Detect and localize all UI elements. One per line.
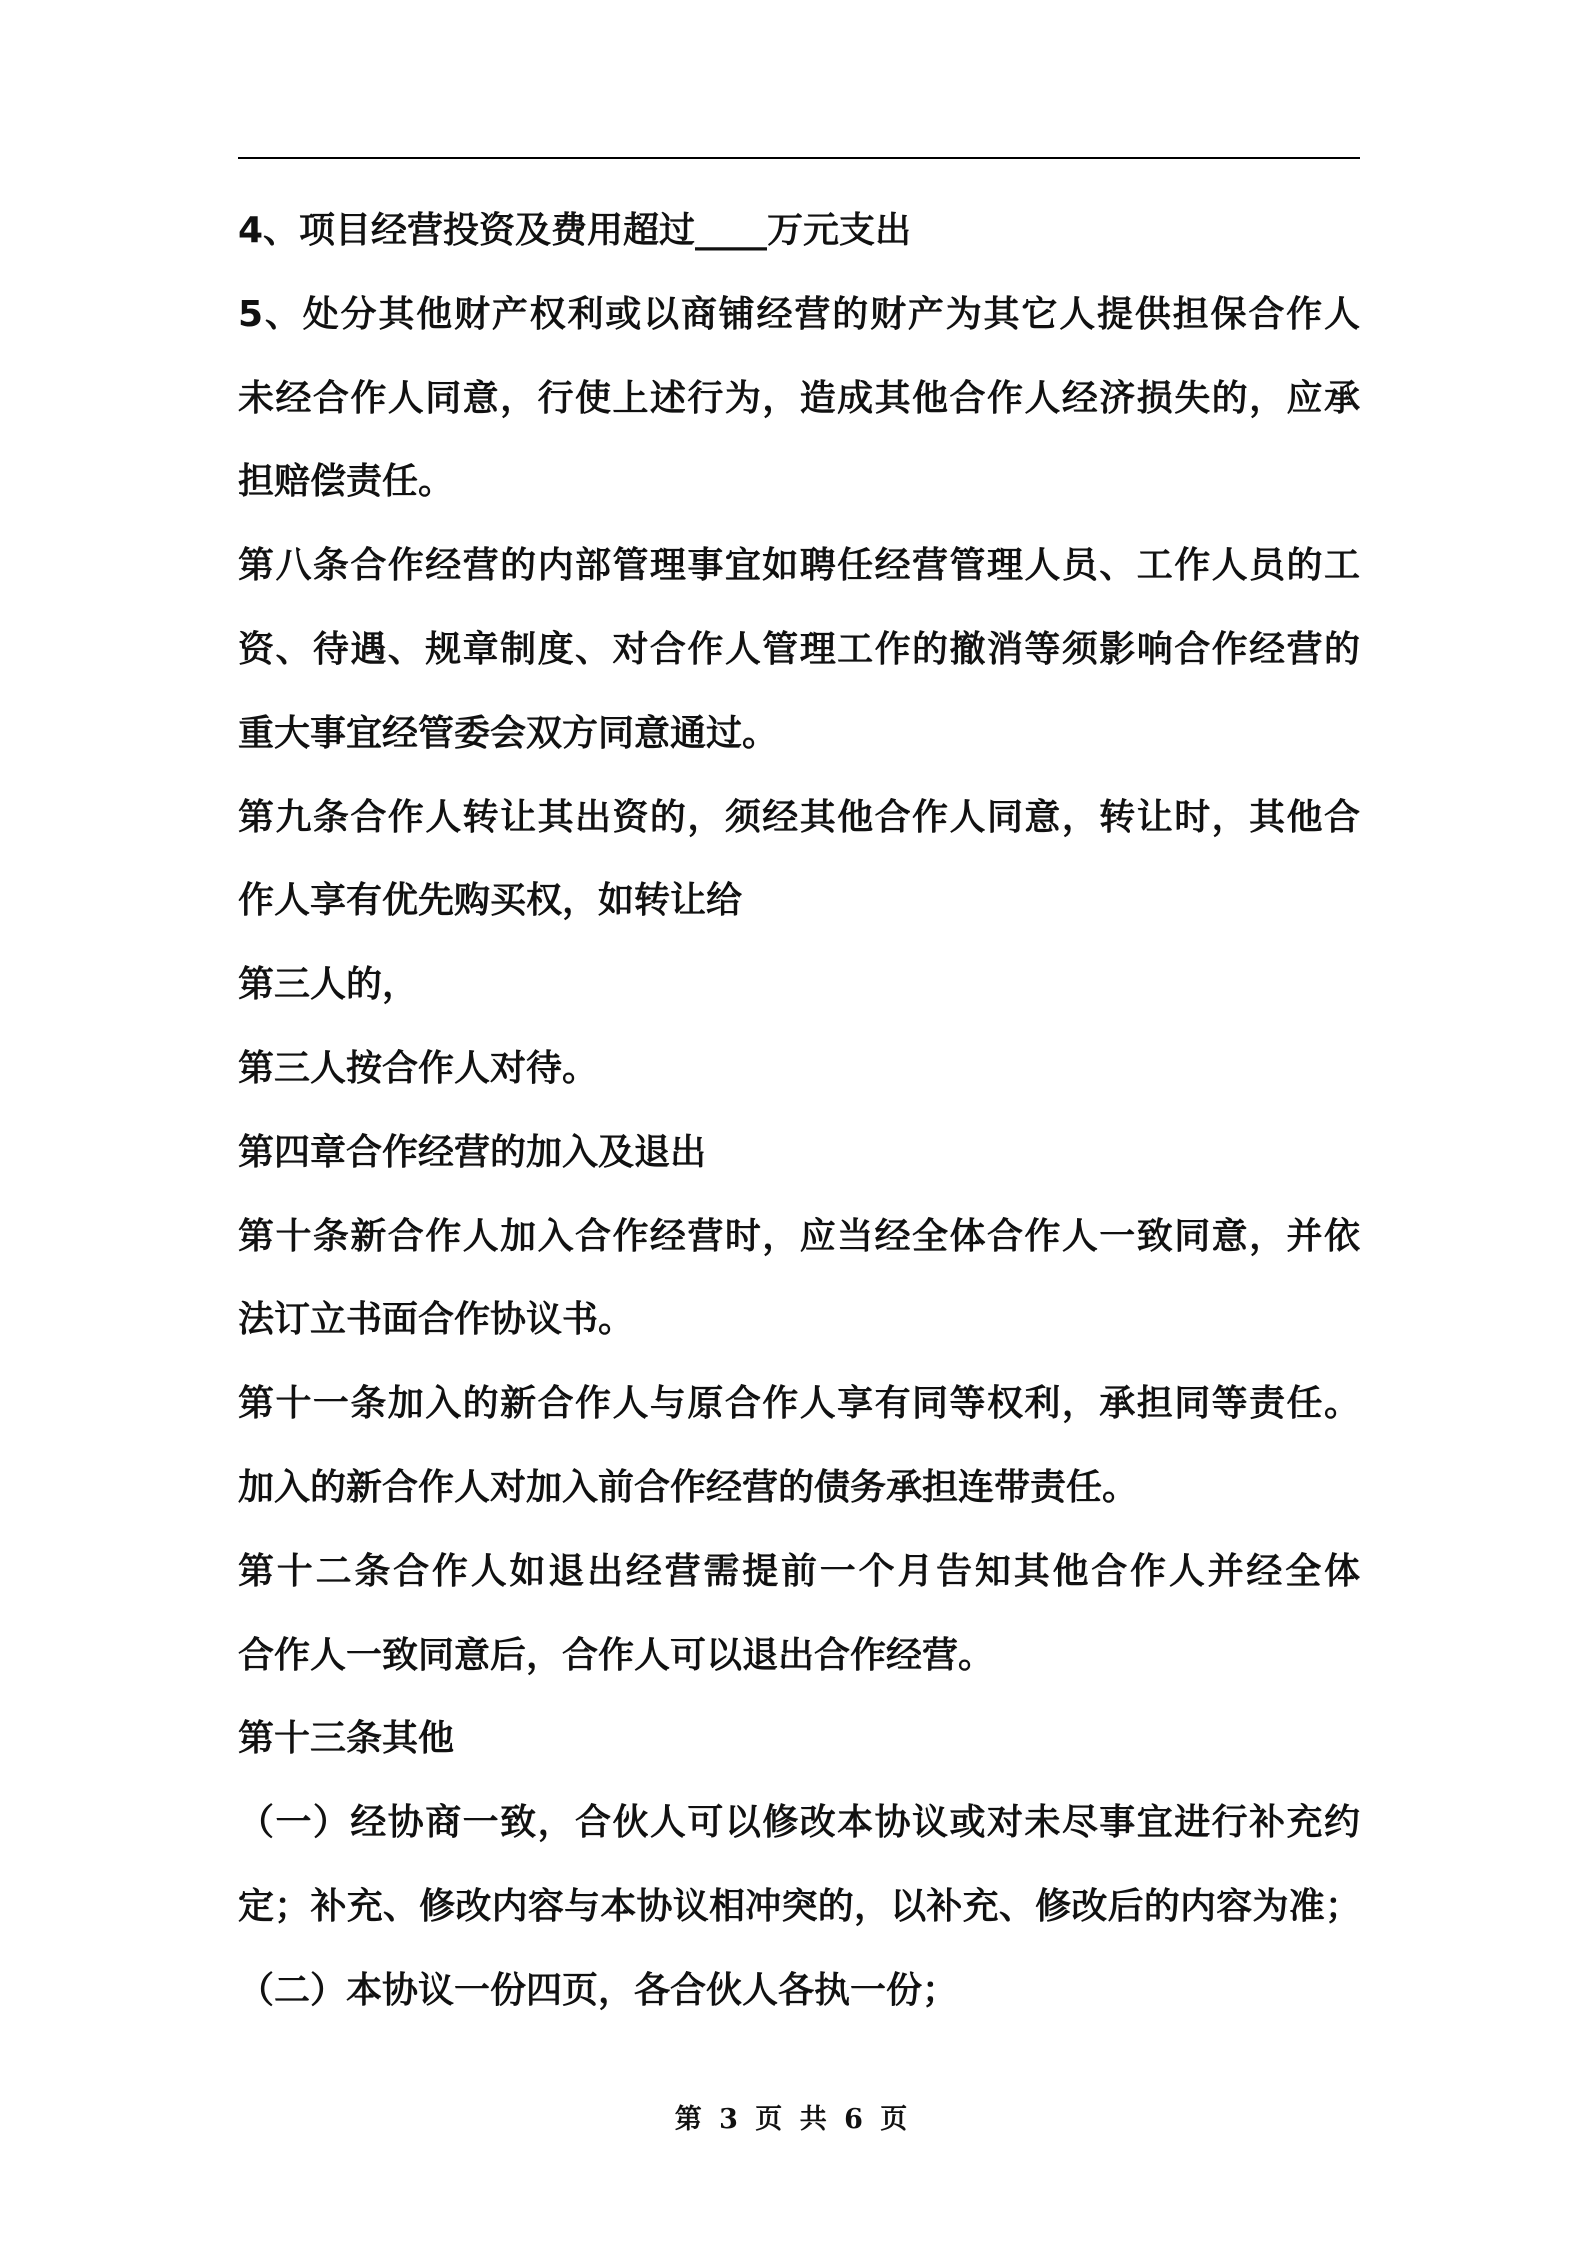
paragraph-line: 5、处分其他财产权利或以商铺经营的财产为其它人提供担保合作人 [238, 293, 1360, 335]
chapter-title: 第四章合作经营的加入及退出 [238, 1131, 707, 1173]
header-rule [238, 157, 1360, 159]
paragraph-line: 合作人一致同意后，合作人可以退出合作经营。 [238, 1634, 995, 1676]
paragraph-line: 第三人的， [238, 964, 419, 1006]
article-9-continuation [238, 943, 1360, 1027]
article-11 [238, 1362, 1360, 1530]
paragraph-line: （一）经协商一致，合伙人可以修改本协议或对未尽事宜进行补充约 [238, 1802, 1360, 1844]
clause-item-4 [238, 189, 1360, 273]
clause-item-5 [238, 273, 1360, 524]
paragraph-line: 重大事宜经管委会双方同意通过。 [238, 712, 779, 754]
paragraph-line: 法订立书面合作协议书。 [238, 1299, 635, 1341]
article-8 [238, 524, 1360, 775]
paragraph-line: 未经合作人同意，行使上述行为，造成其他合作人经济损失的，应承 [238, 377, 1360, 419]
paragraph-line: （二）本协议一份四页，各合伙人各执一份； [238, 1969, 959, 2011]
article-10 [238, 1195, 1360, 1363]
paragraph-line: 第八条合作经营的内部管理事宜如聘任经营管理人员、工作人员的工 [238, 545, 1360, 587]
article-9 [238, 776, 1360, 944]
paragraph-line: 4、项目经营投资及费用超过____万元支出 [238, 210, 912, 251]
paragraph-line: 加入的新合作人对加入前合作经营的债务承担连带责任。 [238, 1466, 1139, 1508]
paragraph-line: 担赔偿责任。 [238, 461, 455, 503]
paragraph-line: 第三人按合作人对待。 [238, 1047, 599, 1089]
document-body [238, 189, 1360, 2033]
paragraph-line: 第十一条加入的新合作人与原合作人享有同等权利，承担同等责任。 [238, 1383, 1360, 1425]
paragraph-line: 第十三条其他 [238, 1718, 455, 1760]
paragraph-line: 作人享有优先购买权，如转让给 [238, 880, 743, 922]
paragraph-line: 第十二条合作人如退出经营需提前一个月告知其他合作人并经全体 [238, 1550, 1360, 1592]
article-13 [238, 1697, 1360, 1781]
article-13-item-1 [238, 1781, 1360, 1949]
paragraph-line: 资、待遇、规章制度、对合作人管理工作的撤消等须影响合作经营的 [238, 628, 1360, 670]
article-9-continuation [238, 1027, 1360, 1111]
paragraph-line: 第十条新合作人加入合作经营时，应当经全体合作人一致同意，并依 [238, 1215, 1360, 1257]
page-footer: 第 3 页 共 6 页 [674, 2104, 912, 2135]
chapter-heading [238, 1111, 1360, 1195]
paragraph-line: 定；补充、修改内容与本协议相冲突的，以补充、修改后的内容为准； [238, 1885, 1360, 1927]
paragraph-line: 第九条合作人转让其出资的，须经其他合作人同意，转让时，其他合 [238, 796, 1360, 838]
article-13-item-2 [238, 1949, 1360, 2033]
article-12 [238, 1530, 1360, 1698]
